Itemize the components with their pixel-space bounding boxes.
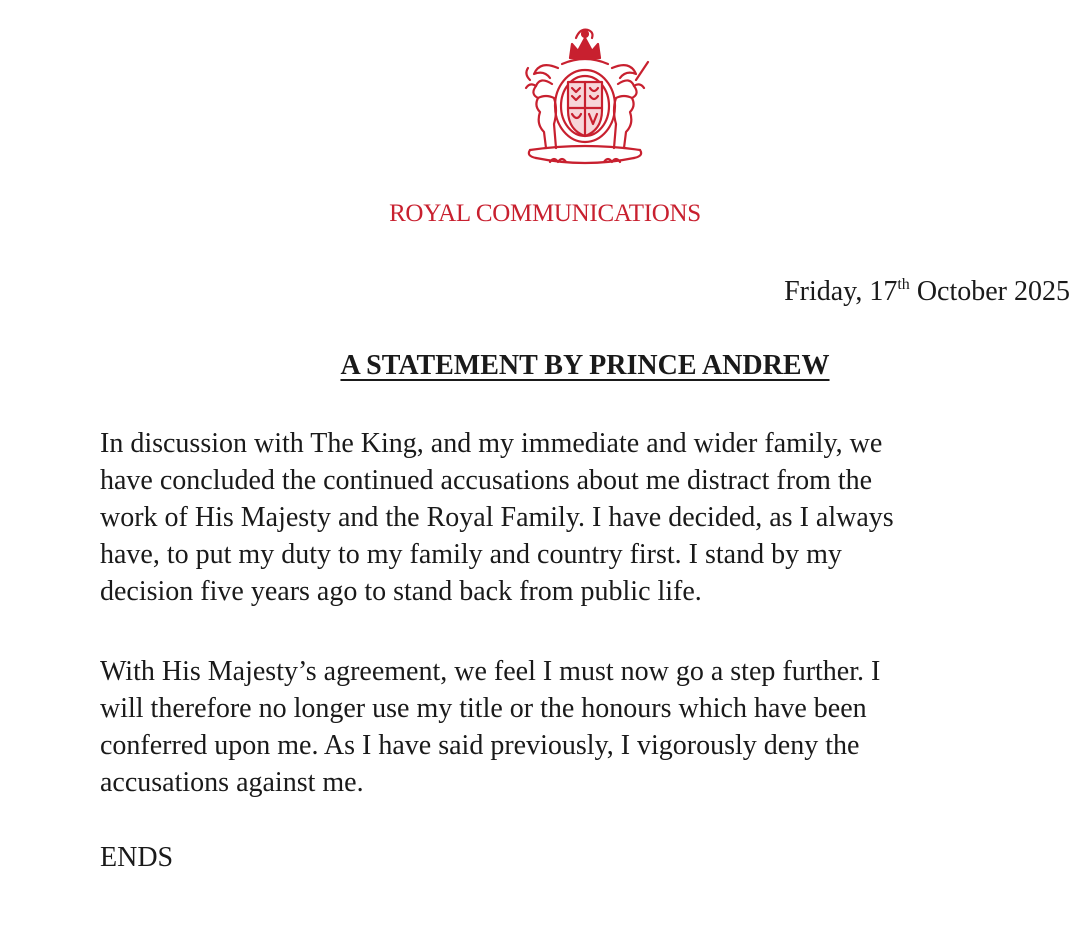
paragraph-line: have concluded the continued accusations about me distract from the [100,465,873,496]
statement-date [784,276,1070,308]
paragraph-line: With His Majesty’s agreement, we feel I must now go a step further. I [100,656,881,687]
statement-paragraph-2 [100,653,1080,801]
date-day: Friday, 17 [784,276,898,307]
paragraph-line: work of His Majesty and the Royal Family. I have decided, as I always [100,502,894,533]
statement-paragraph-1 [100,425,1080,610]
date-month-year: October 2025 [909,276,1070,307]
paragraph-line: In discussion with The King, and my immediate and wider family, we [100,428,883,459]
paragraph-line: will therefore no longer use my title or the honours which have been [100,693,867,724]
closing-ends: ENDS [100,842,174,873]
date-ordinal-suffix: th [897,276,910,293]
statement-heading: A STATEMENT BY PRINCE ANDREW [340,350,830,381]
organisation-name: ROYAL COMMUNICATIONS [389,200,701,227]
paragraph-line: decision five years ago to stand back from public life. [100,576,702,607]
paragraph-line: accusations against me. [100,767,364,798]
paragraph-line: have, to put my duty to my family and country first. I stand by my [100,539,842,570]
royal-coat-of-arms-icon [500,24,670,174]
paragraph-line: conferred upon me. As I have said previously, I vigorously deny the [100,730,860,761]
